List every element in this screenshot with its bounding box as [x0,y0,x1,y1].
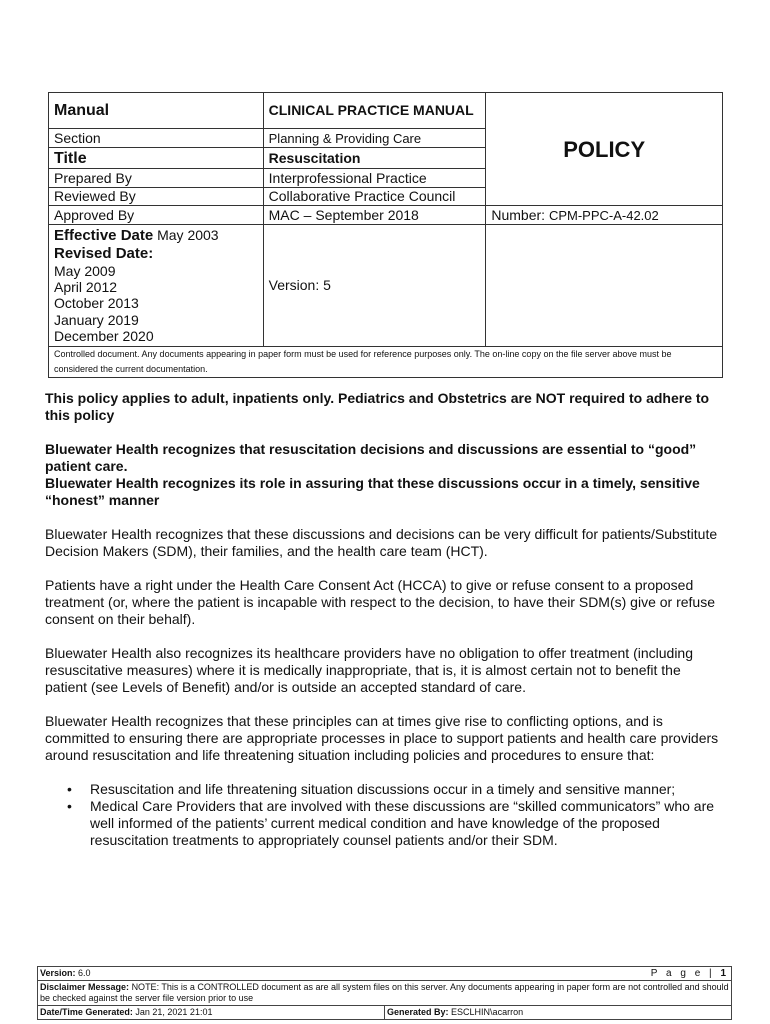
revised-date: December 2020 [54,327,154,344]
list-item-text: Resuscitation and life threatening situation discussions occur in a timely and sensitive manner; [90,781,676,797]
revised-date: April 2012 [54,279,118,296]
generated-value: Jan 21, 2021 21:01 [135,1007,213,1017]
manual-value: CLINICAL PRACTICE MANUAL [263,93,486,129]
dates-cell [49,225,264,347]
version-cell: Version: 5 [263,225,486,347]
reviewed-label: Reviewed By [49,188,264,206]
disclaimer-label: Disclaimer Message: [40,982,130,992]
prepared-label: Prepared By [49,169,264,188]
recognizes-statement-2: Bluewater Health recognizes its role in assuring that these discussions occur in a timely, sensitive “honest” manner [45,475,700,508]
revised-date: October 2013 [54,295,139,312]
number-label: Number: [491,206,546,223]
footer-generated-by [385,1006,732,1020]
section-label: Section [49,129,264,148]
footer-version-row [38,967,732,981]
paragraph-4: Bluewater Health recognizes that these principles can at times give rise to conflicting options, and is committed to ensuring there are appropriate processes in place to support patients and health care providers around resuscitation and life threatening situation including policies and procedures to ensure that: [45,713,719,763]
policy-header-table [48,92,723,378]
revised-date: May 2009 [54,263,116,279]
paragraph-3: Bluewater Health also recognizes its healthcare providers have no obligation to offer treatment (including resuscitative measures) where it is medically inappropriate, that is, it is almost certain not to benefit the patient (see Levels of Benefit) and/or is outside an accepted standard of care. [45,645,693,695]
bullet-list [45,781,725,849]
approved-value: MAC – September 2018 [263,206,486,225]
recognizes-statement-1: Bluewater Health recognizes that resuscitation decisions and discussions are essential to “good” patient care. [45,441,697,474]
bullet-icon: • [67,798,72,814]
list-item [45,781,725,798]
paragraph-2: Patients have a right under the Health Care Consent Act (HCCA) to give or refuse consent to a proposed treatment (or, where the patient is incapable with respect to the decision, to have their SDM(s) give or refuse consent on their behalf). [45,577,715,627]
footer-version-value: 6.0 [78,968,91,978]
list-item-text: Medical Care Providers that are involved with these discussions are “skilled communicators” who are well informed of the patients’ current medical condition and have knowledge of the proposed resuscitation treatments to appropriately counsel patients and/or their SDM. [90,798,715,848]
policy-label: POLICY [486,93,723,206]
approved-label: Approved By [49,206,264,225]
footer-generated [38,1006,385,1020]
bullet-icon: • [67,781,72,797]
prepared-value: Interprofessional Practice [263,169,486,188]
list-item [45,798,725,849]
manual-label: Manual [49,93,264,129]
section-value: Planning & Providing Care [263,129,486,148]
effective-value: May 2003 [157,227,219,243]
footer-version-label: Version: [40,968,76,978]
controlled-note: Controlled document. Any documents appearing in paper form must be used for reference purposes only. The on-line copy on the file server above must be considered the current documentation. [49,347,723,378]
reviewed-value: Collaborative Practice Council [263,188,486,206]
generated-label: Date/Time Generated: [40,1007,133,1017]
generated-by-value: ESCLHIN\acarron [451,1007,524,1017]
page-label: P a g e | [650,968,715,979]
number-value: CPM-PPC-A-42.02 [548,207,659,223]
document-footer [37,966,732,1020]
title-value: Resuscitation [263,148,486,169]
footer-disclaimer [38,981,732,1006]
effective-label: Effective Date [54,227,154,244]
paragraph-1: Bluewater Health recognizes that these discussions and decisions can be very difficult for patients/Substitute Decision Makers (SDM), their families, and the health care team (HCT). [45,526,718,559]
policy-body [45,390,725,849]
revised-label: Revised Date: [54,245,154,262]
title-label: Title [49,148,264,169]
page-indicator [651,968,729,979]
disclaimer-text: NOTE: This is a CONTROLLED document as are all system files on this server. Any documents appearing in paper form are not controlled and should be checked against the server file version prior to use [40,982,729,1003]
generated-by-label: Generated By: [387,1007,449,1017]
page-number: 1 [720,968,729,979]
empty-cell [486,225,723,347]
number-cell [486,206,723,225]
revised-date: January 2019 [54,311,139,328]
applies-statement: This policy applies to adult, inpatients only. Pediatrics and Obstetrics are NOT required to adhere to this policy [45,390,710,423]
